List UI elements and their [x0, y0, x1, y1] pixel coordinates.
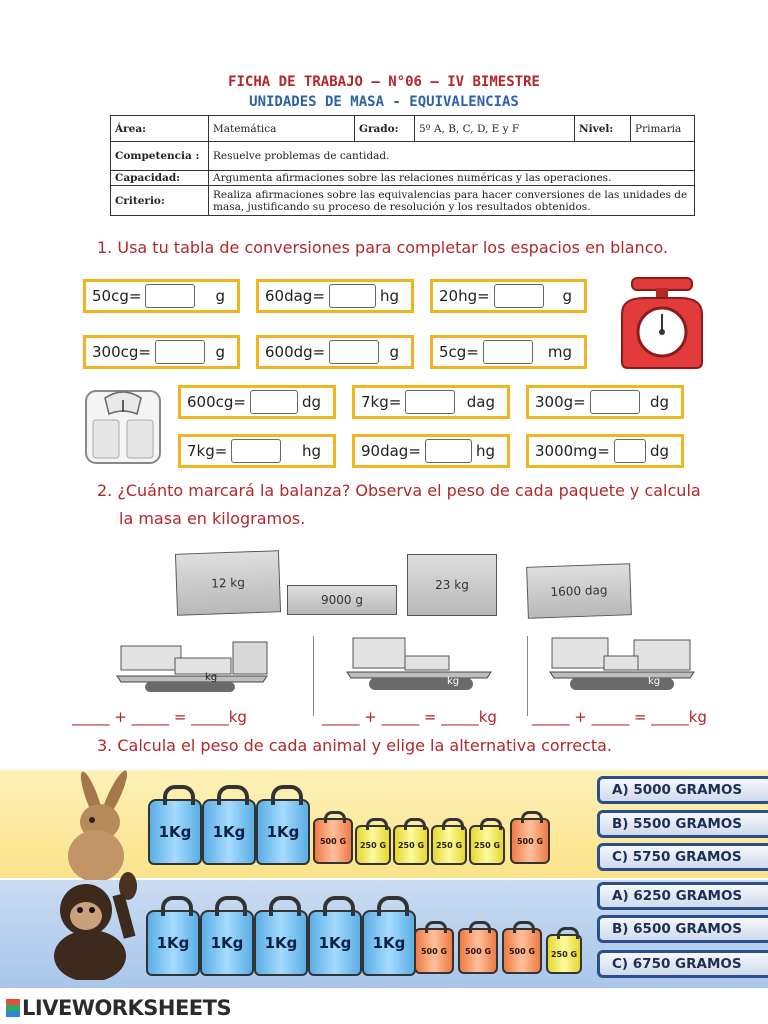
answer-input[interactable]: [145, 284, 195, 308]
weight-1kg: 1Kg: [256, 799, 310, 865]
footer-brand: [6, 996, 231, 1020]
conversion-unit: g: [562, 287, 572, 305]
scale-unit-label: kg: [648, 676, 661, 687]
conversion-unit: dg: [649, 442, 669, 460]
info-table: [110, 115, 695, 216]
answer-blank[interactable]: _____ + _____ = _____kg: [532, 708, 707, 726]
weight-250g: 250 G: [546, 934, 582, 974]
weight-500g: 500 G: [313, 818, 353, 864]
capacidad-value: Argumenta afirmaciones sobre las relaciones numéricas y las operaciones.: [209, 171, 695, 186]
divider: [527, 636, 528, 716]
area-value: Matemática: [209, 116, 355, 142]
conversion-box: [256, 279, 414, 313]
weight-250g: 250 G: [393, 825, 429, 865]
balance-scale-icon: [548, 634, 698, 694]
weight-1kg: 1Kg: [362, 910, 416, 976]
monkey-icon: [48, 868, 144, 980]
question-1: 1. Usa tu tabla de conversiones para completar los espacios en blanco.: [97, 238, 669, 257]
monkey-option-b[interactable]: B) 6500 GRAMOS: [597, 915, 768, 943]
conversion-unit: dag: [466, 393, 495, 411]
conversion-unit: dg: [649, 393, 669, 411]
answer-input[interactable]: [614, 439, 646, 463]
footer-brand-text: LIVEWORKSHEETS: [22, 996, 232, 1020]
answer-input[interactable]: [494, 284, 544, 308]
conversion-unit: hg: [475, 442, 495, 460]
answer-input[interactable]: [231, 439, 281, 463]
conversion-box: [430, 335, 587, 369]
liveworksheets-logo-icon: [6, 999, 20, 1017]
answer-input[interactable]: [329, 340, 379, 364]
conversion-left: 3000mg=: [535, 442, 610, 460]
conversion-unit: hg: [379, 287, 399, 305]
rabbit-icon: [52, 768, 142, 880]
weight-1kg: 1Kg: [148, 799, 202, 865]
conversion-unit: g: [215, 287, 225, 305]
weight-250g: 250 G: [355, 825, 391, 865]
balance-scale-icon: [345, 634, 495, 694]
conversion-left: 60dag=: [265, 287, 325, 305]
conversion-box: [352, 434, 510, 468]
kitchen-scale-icon: [614, 274, 710, 372]
conversion-left: 600dg=: [265, 343, 326, 361]
conversion-box: [526, 434, 684, 468]
package-label: 12 kg: [210, 575, 246, 591]
nivel-value: Primaria: [631, 116, 695, 142]
conversion-box: [430, 279, 587, 313]
grado-value: 5º A, B, C, D, E y F: [415, 116, 575, 142]
question-3: 3. Calcula el peso de cada animal y elige la alternativa correcta.: [97, 736, 612, 755]
conversion-left: 300g=: [535, 393, 586, 411]
conversion-unit: dg: [301, 393, 321, 411]
package: [526, 563, 632, 619]
conversion-unit: hg: [301, 442, 321, 460]
question-2-line2: la masa en kilogramos.: [119, 509, 306, 528]
package-label: 1600 dag: [550, 583, 608, 599]
conversion-left: 7kg=: [187, 442, 228, 460]
worksheet-subtitle: UNIDADES DE MASA - EQUIVALENCIAS: [249, 94, 519, 110]
conversion-box: [256, 335, 414, 369]
scale-unit-label: kg: [447, 676, 460, 687]
bathroom-scale-icon: [83, 388, 163, 466]
conversion-box: [178, 385, 336, 419]
rabbit-option-b[interactable]: B) 5500 GRAMOS: [597, 810, 768, 838]
area-label: Área:: [111, 116, 209, 142]
monkey-option-c[interactable]: C) 6750 GRAMOS: [597, 950, 768, 978]
conversion-left: 600cg=: [187, 393, 246, 411]
package: [287, 585, 397, 615]
conversion-box: [83, 335, 240, 369]
weight-1kg: 1Kg: [200, 910, 254, 976]
conversion-box: [352, 385, 510, 419]
answer-input[interactable]: [250, 390, 298, 414]
conversion-left: 7kg=: [361, 393, 402, 411]
answer-blank[interactable]: _____ + _____ = _____kg: [72, 708, 247, 726]
scale-unit-label: kg: [205, 672, 218, 683]
rabbit-option-a[interactable]: A) 5000 GRAMOS: [597, 776, 768, 804]
weight-1kg: 1Kg: [146, 910, 200, 976]
answer-input[interactable]: [483, 340, 533, 364]
monkey-option-a[interactable]: A) 6250 GRAMOS: [597, 882, 768, 910]
worksheet-title: FICHA DE TRABAJO – N°06 – IV BIMESTRE: [228, 74, 540, 90]
conversion-unit: g: [389, 343, 399, 361]
criterio-label: Criterio:: [111, 186, 209, 216]
answer-input[interactable]: [425, 439, 472, 463]
grado-label: Grado:: [355, 116, 415, 142]
rabbit-option-c[interactable]: C) 5750 GRAMOS: [597, 843, 768, 871]
answer-input[interactable]: [155, 340, 205, 364]
conversion-unit: mg: [547, 343, 572, 361]
weight-500g: 500 G: [510, 818, 550, 864]
weight-500g: 500 G: [458, 928, 498, 974]
answer-input[interactable]: [405, 390, 455, 414]
package: [407, 554, 497, 616]
package-label: 23 kg: [435, 578, 469, 592]
weight-1kg: 1Kg: [308, 910, 362, 976]
conversion-left: 20hg=: [439, 287, 490, 305]
weight-250g: 250 G: [469, 825, 505, 865]
weight-500g: 500 G: [414, 928, 454, 974]
criterio-value: Realiza afirmaciones sobre las equivalencias para hacer conversiones de las unidades de masa, justificando su proceso de resolución y los resultados obtenidos.: [209, 186, 695, 216]
answer-input[interactable]: [590, 390, 640, 414]
conversion-box: [526, 385, 684, 419]
weight-1kg: 1Kg: [202, 799, 256, 865]
package: [175, 550, 281, 616]
weight-500g: 500 G: [502, 928, 542, 974]
conversion-unit: g: [215, 343, 225, 361]
conversion-left: 5cg=: [439, 343, 479, 361]
answer-blank[interactable]: _____ + _____ = _____kg: [322, 708, 497, 726]
conversion-box: [83, 279, 240, 313]
capacidad-label: Capacidad:: [111, 171, 209, 186]
answer-input[interactable]: [329, 284, 376, 308]
weight-1kg: 1Kg: [254, 910, 308, 976]
package-label: 9000 g: [321, 593, 363, 607]
weight-250g: 250 G: [431, 825, 467, 865]
divider: [313, 636, 314, 716]
balance-scale-icon: [115, 638, 270, 694]
conversion-left: 300cg=: [92, 343, 151, 361]
conversion-box: [178, 434, 336, 468]
competencia-value: Resuelve problemas de cantidad.: [209, 142, 695, 171]
competencia-label: Competencia :: [111, 142, 209, 171]
conversion-left: 90dag=: [361, 442, 421, 460]
question-2-line1: 2. ¿Cuánto marcará la balanza? Observa el peso de cada paquete y calcula: [97, 481, 701, 500]
nivel-label: Nivel:: [575, 116, 631, 142]
conversion-left: 50cg=: [92, 287, 142, 305]
